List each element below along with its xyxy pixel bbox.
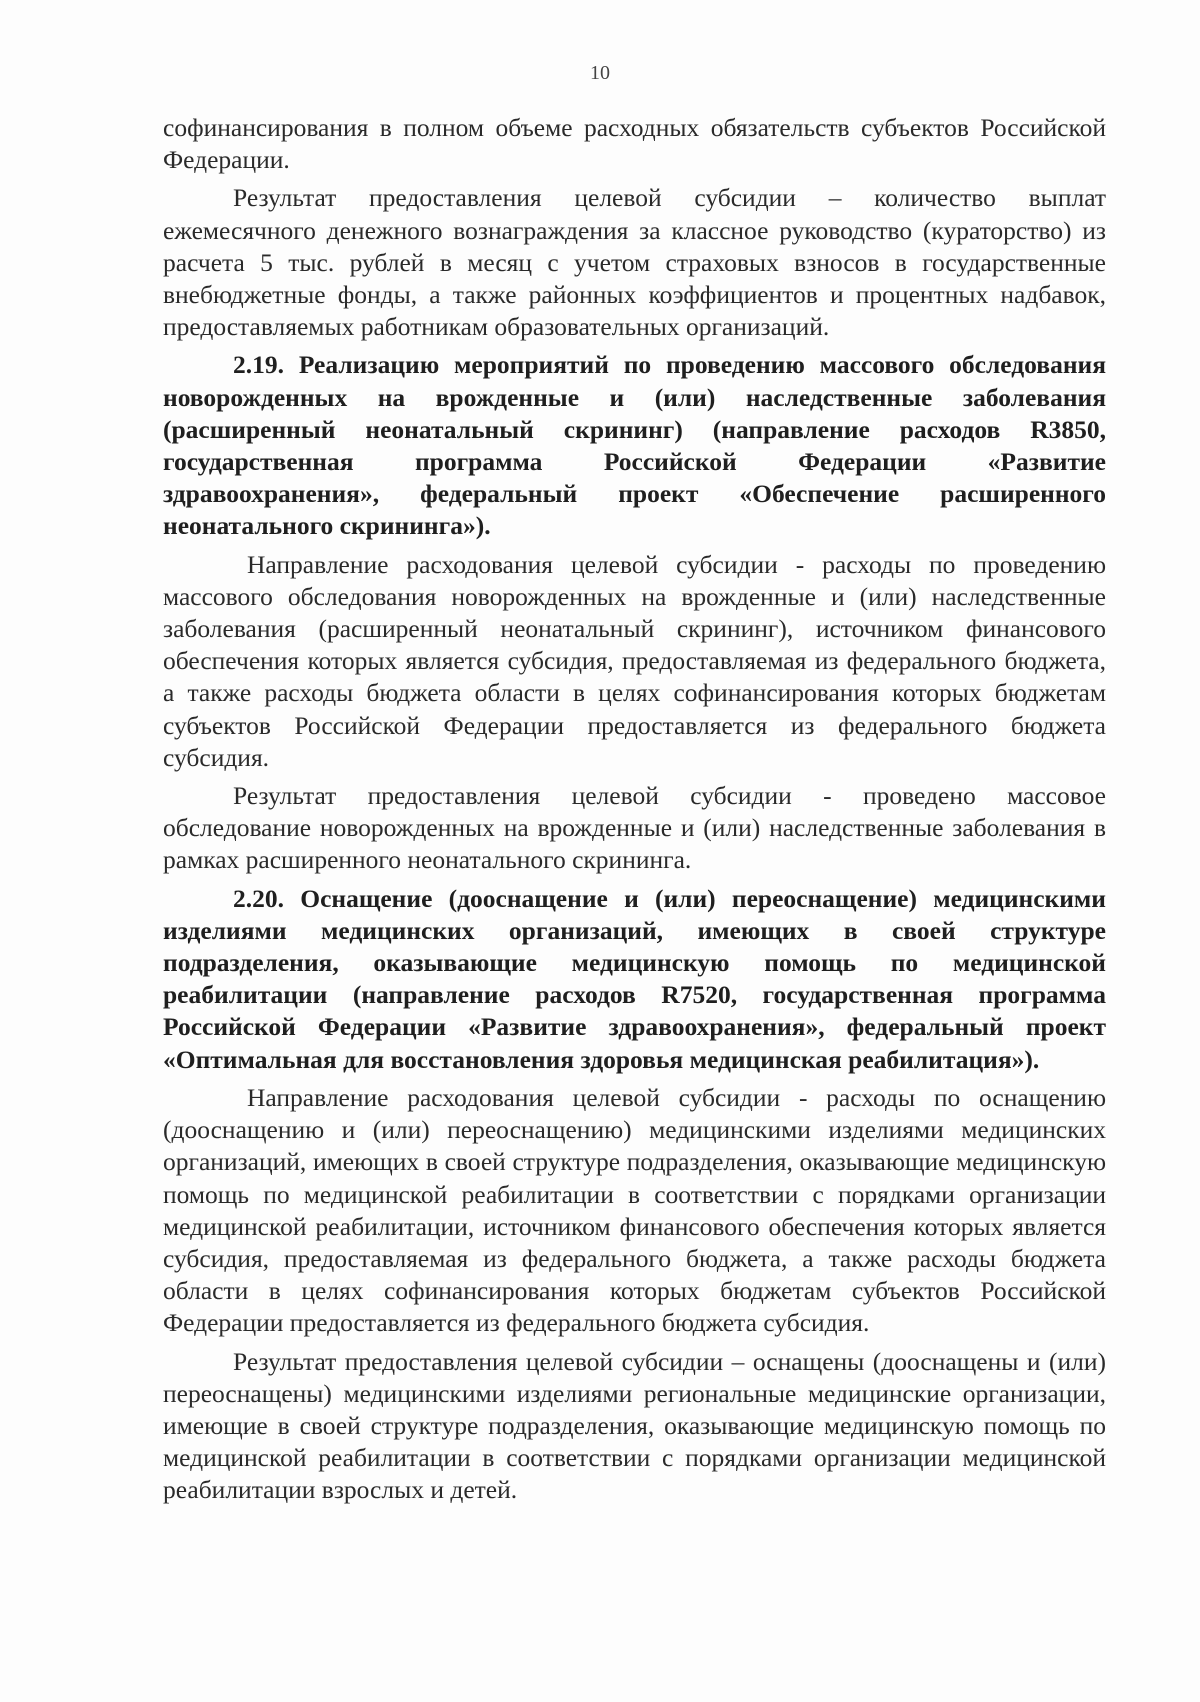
section-heading-2-20: 2.20. Оснащение (дооснащение и (или) переоснащение) медицинскими изделиями медицинских организаций, имеющих в своей структуре подразделения, оказывающие медицинскую помощь по медицинской реабилитации (направление расходов R7520, государственная программа Российской Федерации «Развитие здравоохранения», федеральный проект «Оптимальная для восстановления здоровья медицинская реабилитация»).: [163, 883, 1106, 1074]
paragraph-direction-2-19: Направление расходования целевой субсидии - расходы по проведению массового обследования новорожденных на врожденные и (или) наследственные заболевания (расширенный неонатальный скрининг), источником финансового обеспечения которых является субсидия, предоставляемая из федерального бюджета, а также расходы бюджета области в целях софинансирования которых бюджетам субъектов Российской Федерации предоставляется из федерального бюджета субсидия.: [163, 549, 1106, 772]
section-heading-2-19: 2.19. Реализацию мероприятий по проведению массового обследования новорожденных на врожденные и (или) наследственные заболевания (расширенный неонатальный скрининг) (направление расходов R3850, государственная программа Российской Федерации «Развитие здравоохранения», федеральный проект «Обеспечение расширенного неонатального скрининга»).: [163, 350, 1106, 541]
paragraph-direction-2-20: Направление расходования целевой субсидии - расходы по оснащению (дооснащению и (или) переоснащению) медицинскими изделиями медицинских организаций, имеющих в своей структуре подразделения, оказывающие медицинскую помощь по медицинской реабилитации в соответствии с порядками организации медицинской реабилитации, источником финансового обеспечения которых является субсидия, предоставляемая из федерального бюджета, а также расходы бюджета области в целях софинансирования которых бюджетам субъектов Российской Федерации предоставляется из федерального бюджета субсидия.: [163, 1082, 1106, 1338]
paragraph-result-2-20: Результат предоставления целевой субсидии – оснащены (дооснащены и (или) переоснащены) медицинскими изделиями региональные медицинские организации, имеющие в своей структуре подразделения, оказывающие медицинскую помощь по медицинской реабилитации в соответствии с порядками организации медицинской реабилитации взрослых и детей.: [163, 1346, 1106, 1505]
document-body: [163, 112, 1106, 1513]
paragraph-result-2-18: Результат предоставления целевой субсидии – количество выплат ежемесячного денежного вознаграждения за классное руководство (кураторство) из расчета 5 тыс. рублей в месяц с учетом страховых взносов в государственные внебюджетные фонды, а также районных коэффициентов и процентных надбавок, предоставляемых работникам образовательных организаций.: [163, 183, 1106, 342]
paragraph-result-2-19: Результат предоставления целевой субсидии - проведено массовое обследование новорожденных на врожденные и (или) наследственные заболевания в рамках расширенного неонатального скрининга.: [163, 781, 1106, 875]
paragraph-continuation: софинансирования в полном объеме расходных обязательств субъектов Российской Федерации.: [163, 113, 1106, 175]
page-number: 10: [590, 62, 610, 84]
